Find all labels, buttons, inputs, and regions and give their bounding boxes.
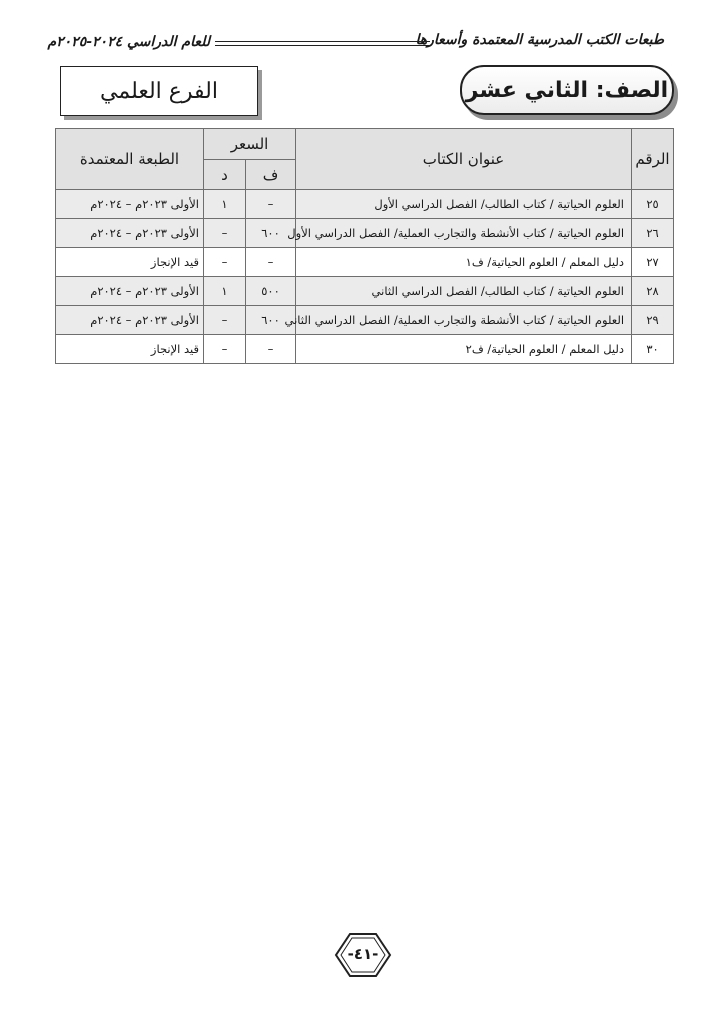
header-price: السعر — [204, 129, 296, 160]
price-fils: ٥٠٠ — [246, 277, 296, 306]
branch-label: الفرع العلمي — [60, 66, 258, 116]
edition: الأولى ٢٠٢٣م – ٢٠٢٤م — [56, 277, 204, 306]
book-title: العلوم الحياتية / كتاب الطالب/ الفصل الدراسي الأول — [296, 190, 632, 219]
price-dinar: – — [204, 306, 246, 335]
edition: الأولى ٢٠٢٣م – ٢٠٢٤م — [56, 190, 204, 219]
table-row — [56, 306, 674, 335]
book-title: دليل المعلم / العلوم الحياتية/ ف٢ — [296, 335, 632, 364]
row-number: ٢٦ — [632, 219, 674, 248]
page-number: -٤١- — [347, 945, 379, 963]
price-fils: – — [246, 190, 296, 219]
book-title: العلوم الحياتية / كتاب الأنشطة والتجارب العملية/ الفصل الدراسي الثاني — [296, 306, 632, 335]
row-number: ٢٥ — [632, 190, 674, 219]
header-dinar: د — [204, 160, 246, 190]
edition: الأولى ٢٠٢٣م – ٢٠٢٤م — [56, 306, 204, 335]
edition: الأولى ٢٠٢٣م – ٢٠٢٤م — [56, 219, 204, 248]
table-row — [56, 219, 674, 248]
header-fils: ف — [246, 160, 296, 190]
table-row — [56, 335, 674, 364]
header-year: للعام الدراسي ٢٠٢٤-٢٠٢٥م — [47, 34, 210, 50]
price-fils: – — [246, 248, 296, 277]
header-title-col: عنوان الكتاب — [296, 129, 632, 190]
row-number: ٢٨ — [632, 277, 674, 306]
price-fils: ٦٠٠ — [246, 219, 296, 248]
row-number: ٢٩ — [632, 306, 674, 335]
price-dinar: ١ — [204, 190, 246, 219]
book-title: دليل المعلم / العلوم الحياتية/ ف١ — [296, 248, 632, 277]
price-dinar: – — [204, 219, 246, 248]
page-header — [47, 28, 664, 58]
table-row — [56, 277, 674, 306]
header-number: الرقم — [632, 129, 674, 190]
header-title: طبعات الكتب المدرسية المعتمدة وأسعارها — [415, 32, 664, 48]
price-fils: ٦٠٠ — [246, 306, 296, 335]
grade-label: الصف: الثاني عشر — [460, 65, 674, 115]
page-number-badge — [334, 932, 392, 978]
books-table — [55, 128, 674, 364]
row-number: ٣٠ — [632, 335, 674, 364]
price-dinar: – — [204, 335, 246, 364]
table-row — [56, 190, 674, 219]
header-divider — [215, 41, 430, 46]
price-fils: – — [246, 335, 296, 364]
table-row — [56, 248, 674, 277]
book-title: العلوم الحياتية / كتاب الطالب/ الفصل الدراسي الثاني — [296, 277, 632, 306]
book-title: العلوم الحياتية / كتاب الأنشطة والتجارب العملية/ الفصل الدراسي الأول — [296, 219, 632, 248]
edition: قيد الإنجاز — [56, 335, 204, 364]
row-number: ٢٧ — [632, 248, 674, 277]
edition: قيد الإنجاز — [56, 248, 204, 277]
header-edition: الطبعة المعتمدة — [56, 129, 204, 190]
price-dinar: – — [204, 248, 246, 277]
price-dinar: ١ — [204, 277, 246, 306]
